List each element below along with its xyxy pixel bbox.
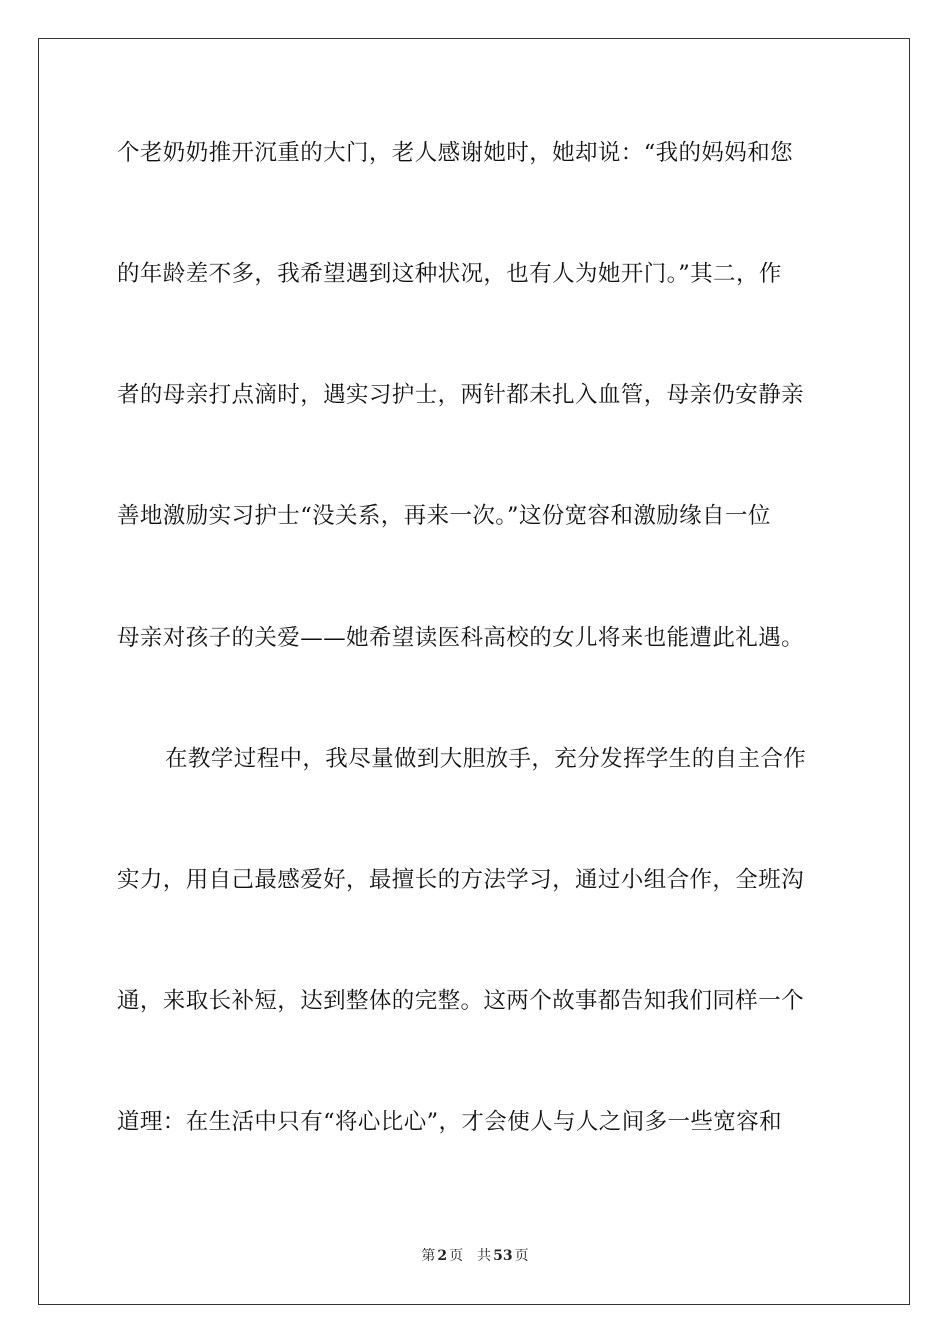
page-number: 2 xyxy=(437,1248,448,1264)
total-suffix: 页 xyxy=(514,1248,529,1264)
paragraph-line-2: 的年龄差不多，我希望遇到这种状况，也有人为她开门。”其二，作 xyxy=(117,261,782,287)
page-footer xyxy=(0,1247,950,1265)
paragraph-line-8: 通，来取长补短，达到整体的完整。这两个故事都告知我们同样一个 xyxy=(117,988,805,1014)
paragraph-line-3: 者的母亲打点滴时，遇实习护士，两针都未扎入血管，母亲仍安静亲 xyxy=(117,382,805,408)
page-prefix: 第 xyxy=(421,1248,436,1264)
total-pages: 53 xyxy=(493,1248,513,1264)
paragraph-line-9: 道理：在生活中只有“将心比心”，才会使人与人之间多一些宽容和 xyxy=(117,1109,783,1135)
page-suffix: 页 xyxy=(449,1248,464,1264)
paragraph-line-5: 母亲对孩子的关爱——她希望读医科高校的女儿将来也能遭此礼遇。 xyxy=(117,625,805,651)
paragraph-line-1: 个老奶奶推开沉重的大门，老人感谢她时，她却说：“我的妈妈和您 xyxy=(117,140,794,166)
paragraph-line-7: 实力，用自己最感爱好，最擅长的方法学习，通过小组合作，全班沟 xyxy=(117,867,805,893)
paragraph-line-4: 善地激励实习护士“没关系，再来一次。”这份宽容和激励缘自一位 xyxy=(117,503,771,529)
total-prefix: 共 xyxy=(477,1248,492,1264)
paragraph-line-6: 在教学过程中，我尽量做到大胆放手，充分发挥学生的自主合作 xyxy=(165,746,807,772)
